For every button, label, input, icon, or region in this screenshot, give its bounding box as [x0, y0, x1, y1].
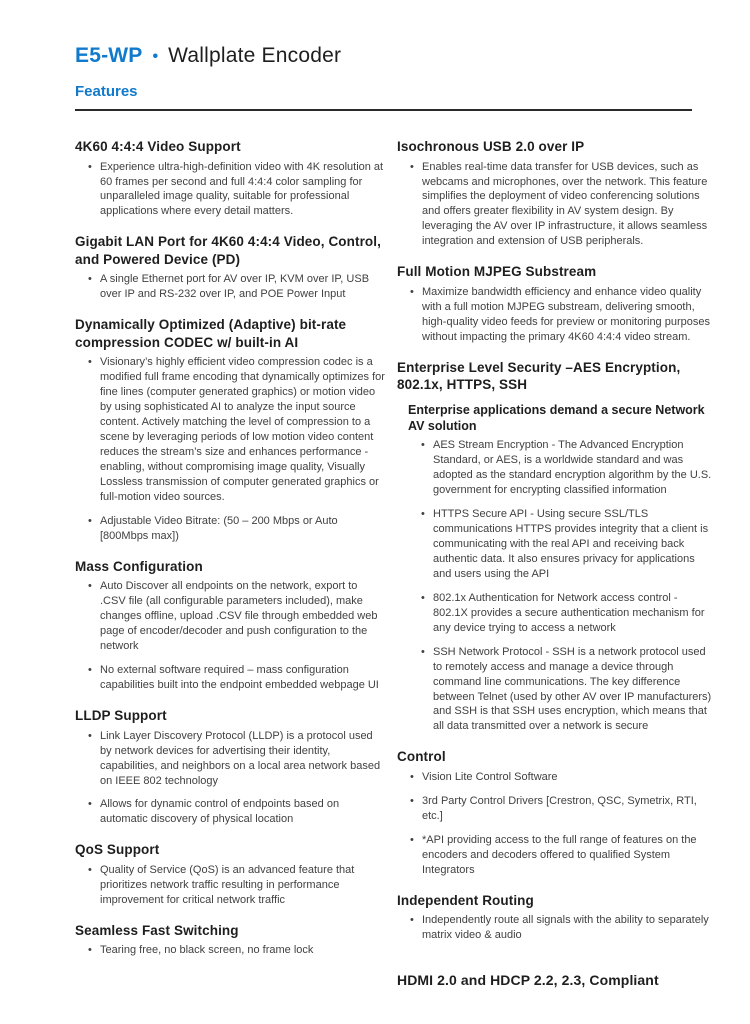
feature-heading: 4K60 4:4:4 Video Support — [75, 139, 241, 154]
title-bullet-separator: • — [152, 48, 159, 65]
feature-bullet: • Visionary’s highly efficient video compression codec is a modified full frame encoding that dynamically optimizes for fine lines (computer generated graphics) or motion video by using sophisticated AI to analyze the input source content. Actively matching the level of compression to a scene by leveraging periods of low motion video content reduces the stream’s size and enhances performance - enabling, without compromising image quality, Visually Lossless transmission of computer generated graphics or full-motion video sources. — [100, 355, 385, 505]
feature-section — [75, 316, 385, 544]
header-divider — [75, 109, 692, 111]
feature-section — [75, 233, 385, 302]
feature-bullet: • Allows for dynamic control of endpoints based on automatic discovery of physical location — [100, 797, 385, 827]
feature-heading: Enterprise Level Security –AES Encryption, 802.1x, HTTPS, SSH — [397, 359, 681, 393]
features-column-left — [75, 124, 397, 993]
feature-bullet-list — [75, 943, 385, 958]
feature-subheading: Enterprise applications demand a secure Network AV solution — [408, 402, 705, 433]
feature-bullet-list — [397, 438, 715, 734]
feature-bullet: • Tearing free, no black screen, no frame lock — [100, 943, 385, 958]
feature-bullet: • AES Stream Encryption - The Advanced Encryption Standard, or AES, is a worldwide standard and was adopted as the standard encryption algorithm by the U.S. government for encrypting classified information — [433, 438, 715, 498]
features-section-title: Features — [75, 83, 138, 100]
feature-section — [397, 748, 715, 877]
feature-bullet: • Link Layer Discovery Protocol (LLDP) is a protocol used by network devices for advertising their identity, capabilities, and neighbors on a local area network based on IEEE 802 technology — [100, 729, 385, 789]
feature-bullet: • Quality of Service (QoS) is an advanced feature that prioritizes network traffic resulting in performance improvement for critical network traffic — [100, 863, 385, 908]
feature-bullet-list — [75, 863, 385, 908]
feature-heading: Full Motion MJPEG Substream — [397, 264, 597, 280]
feature-bullet-list — [397, 770, 715, 878]
feature-bullet: • Enables real-time data transfer for USB devices, such as webcams and microphones, over the network. This feature simplifies the deployment of video conferencing solutions and offers greater flexibility in AV system design. By leveraging the AV over IP infrastructure, it allows seamless integration and extension of USB peripherals. — [422, 160, 715, 250]
features-column-right — [397, 124, 715, 993]
feature-heading: Control — [397, 749, 446, 765]
feature-section — [397, 971, 715, 989]
feature-heading: HDMI 2.0 and HDCP 2.2, 2.3, Compliant — [397, 972, 659, 989]
feature-section — [75, 558, 385, 693]
feature-heading: Gigabit LAN Port for 4K60 4:4:4 Video, Control, and Powered Device (PD) — [75, 234, 381, 267]
feature-section — [75, 707, 385, 827]
product-name: Wallplate Encoder — [168, 44, 342, 67]
feature-section — [397, 359, 715, 735]
feature-heading: Mass Configuration — [75, 558, 203, 574]
feature-section — [397, 138, 715, 249]
feature-bullet: • 802.1x Authentication for Network access control - 802.1X provides a secure authentication mechanism for any device trying to access a network — [433, 591, 715, 636]
feature-section — [75, 922, 385, 959]
feature-bullet: • SSH Network Protocol - SSH is a network protocol used to remotely access and manage a device through command line communications. The key difference between Telnet (used by other AV over IP manufacturers) and SSH is that SSH uses encryption, which means that all data transmitted over a network is secure — [433, 645, 715, 735]
feature-bullet: • *API providing access to the full range of features on the encoders and decoders offered to qualified System Integrators — [422, 833, 715, 878]
feature-bullet: • HTTPS Secure API - Using secure SSL/TLS communications HTTPS provides integrity that a client is communicating with the real API and receiving back authentic data. It also ensures privacy for applications and users using the API — [433, 507, 715, 582]
feature-bullet: • No external software required – mass configuration capabilities built into the endpoint embedded webpage UI — [100, 663, 385, 693]
feature-heading: Independent Routing — [397, 892, 534, 908]
feature-section — [75, 841, 385, 907]
feature-bullet-list — [75, 579, 385, 693]
feature-bullet-list — [75, 160, 385, 220]
feature-section — [75, 138, 385, 219]
feature-heading: Isochronous USB 2.0 over IP — [397, 139, 585, 154]
feature-section — [397, 263, 715, 344]
feature-heading: Dynamically Optimized (Adaptive) bit-rate compression CODEC w/ built-in AI — [75, 317, 347, 350]
feature-heading: QoS Support — [75, 842, 160, 858]
feature-bullet: • Adjustable Video Bitrate: (50 – 200 Mbps or Auto [800Mbps max]) — [100, 514, 385, 544]
feature-section — [397, 892, 715, 943]
feature-bullet-list — [75, 272, 385, 302]
product-model: E5-WP — [75, 44, 143, 67]
feature-bullet: • A single Ethernet port for AV over IP, KVM over IP, USB over IP and RS-232 over IP, and POE Power Input — [100, 272, 385, 302]
feature-bullet-list — [397, 285, 715, 345]
feature-bullet: • Experience ultra-high-definition video with 4K resolution at 60 frames per second and full 4:4:4 color sampling for unparalleled image quality, suitable for professional applications where every detail matters. — [100, 160, 385, 220]
feature-bullet: • Independently route all signals with the ability to separately matrix video & audio — [422, 913, 715, 943]
feature-bullet-list — [75, 729, 385, 828]
feature-bullet-list — [75, 355, 385, 543]
feature-heading: LLDP Support — [75, 708, 167, 724]
feature-bullet: • Auto Discover all endpoints on the network, export to .CSV file (all configurable parameters included), make changes offline, upload .CSV file through embedded web page of encoder/decoder and push configuration to the network — [100, 579, 385, 654]
feature-bullet: • 3rd Party Control Drivers [Crestron, QSC, Symetrix, RTI, etc.] — [422, 794, 715, 824]
feature-bullet-list — [397, 160, 715, 250]
feature-bullet-list — [397, 913, 715, 943]
page-title — [75, 44, 715, 68]
feature-bullet: • Maximize bandwidth efficiency and enhance video quality with a full motion MJPEG substream, delivering smooth, high-quality video feeds for preview or monitoring purposes without impacting the primary 4K60 4:4:4 video stream. — [422, 285, 715, 345]
features-columns — [75, 124, 715, 993]
feature-bullet: • Vision Lite Control Software — [422, 770, 715, 785]
feature-heading: Seamless Fast Switching — [75, 922, 239, 938]
